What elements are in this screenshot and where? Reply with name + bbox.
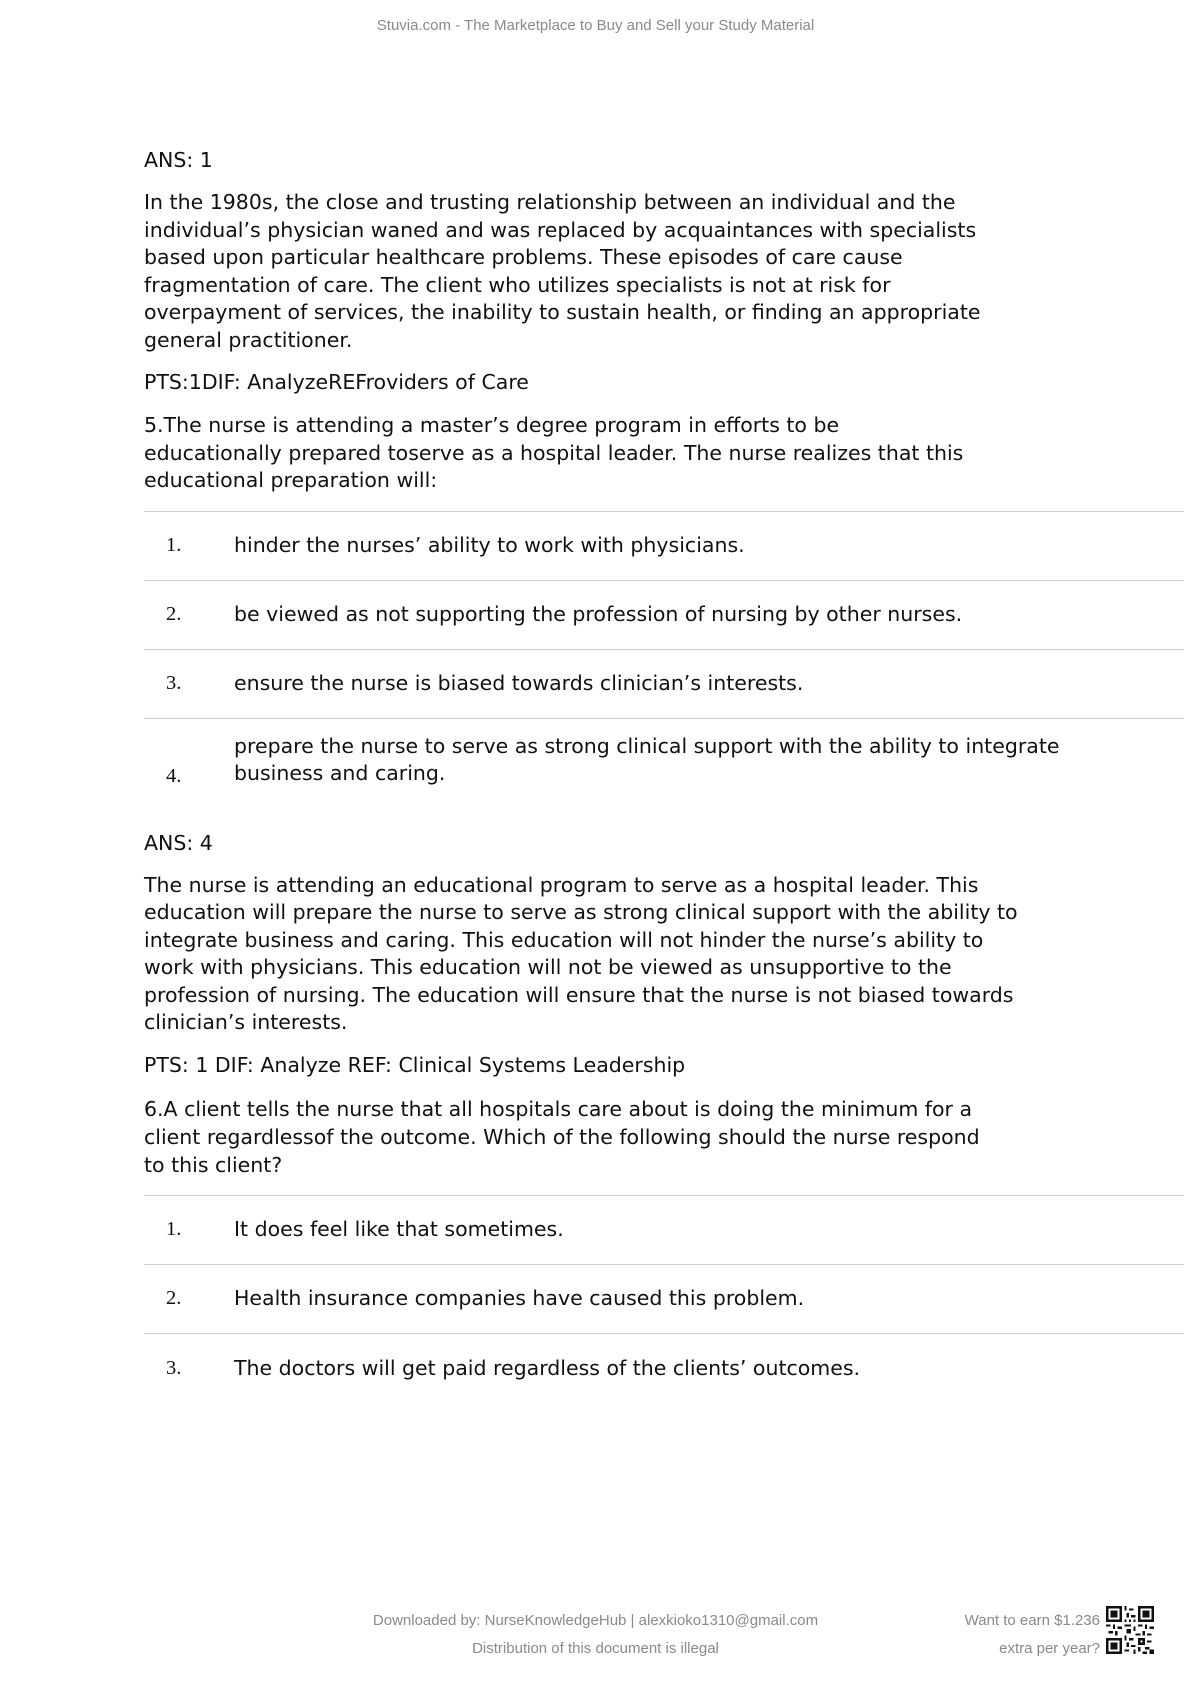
promo-line-2: extra per year? [999,1640,1100,1657]
option-number: 1. [166,1218,182,1240]
option-text: ensure the nurse is biased towards clinician’s interests. [234,671,804,695]
options-q6 [144,1195,1184,1403]
option-number: 3. [166,1356,182,1379]
option-row [144,1265,1184,1334]
option-text: hinder the nurses’ ability to work with physicians. [234,533,745,557]
option-text: The doctors will get paid regardless of the clients’ outcomes. [234,1355,861,1380]
option-row [144,1196,1184,1265]
option-text: prepare the nurse to serve as strong clinical support with the ability to integrate business and caring. [234,733,1060,785]
question-5: 5.The nurse is attending a master’s degree program in efforts to be educationally prepared toserve as a hospital leader. The nurse realizes that this educational preparation will: [144,413,964,492]
option-text: It does feel like that sometimes. [234,1217,564,1241]
distribution-notice: Distribution of this document is illegal [472,1640,719,1657]
document-body [144,146,1184,1403]
option-number: 2. [166,603,182,625]
meta-1: PTS:1DIF: AnalyzeREFroviders of Care [144,370,529,394]
option-row [144,512,1184,581]
meta-5: PTS: 1 DIF: Analyze REF: Clinical Systems Leadership [144,1052,686,1077]
option-number: 1. [166,534,182,556]
options-q5 [144,511,1184,801]
page-header: Stuvia.com - The Marketplace to Buy and Sell your Study Material [376,17,815,34]
option-number: 4. [166,764,182,787]
downloaded-by-text: Downloaded by: NurseKnowledgeHub | alexkioko1310@gmail.com [372,1612,819,1629]
rationale-5: The nurse is attending an educational program to serve as a hospital leader. This education will prepare the nurse to serve as strong clinical support with the ability to integrate business and caring. This education will not hinder the nurse’s ability to work with physicians. This education will not be viewed as unsupportive to the profession of nursing. The education will ensure that the nurse is not biased towards clinician’s interests. [144,872,1018,1034]
promo-line-1: Want to earn $1.236 [964,1612,1100,1629]
option-row [144,581,1184,650]
option-row [144,650,1184,719]
option-number: 3. [166,672,182,694]
question-6: 6.A client tells the nurse that all hospitals care about is doing the minimum for a client regardlessof the outcome. Which of the following should the nurse respond to this client? [144,1096,980,1177]
option-row [144,719,1184,801]
answer-1: ANS: 1 [144,148,213,172]
option-number: 2. [166,1287,182,1309]
option-text: be viewed as not supporting the profession of nursing by other nurses. [234,602,963,626]
promo-text[interactable] [950,1607,1100,1663]
option-text: Health insurance companies have caused this problem. [234,1286,805,1310]
rationale-1: In the 1980s, the close and trusting relationship between an individual and the individual’s physician waned and was replaced by acquaintances with specialists based upon particular healthcare problems. These episodes of care cause fragmentation of care. The client who utilizes specialists is not at risk for overpayment of services, the inability to sustain health, or finding an appropriate general practitioner. [144,190,981,352]
answer-5: ANS: 4 [144,830,213,855]
option-row [144,1334,1184,1403]
qr-code-icon[interactable] [1106,1606,1154,1654]
